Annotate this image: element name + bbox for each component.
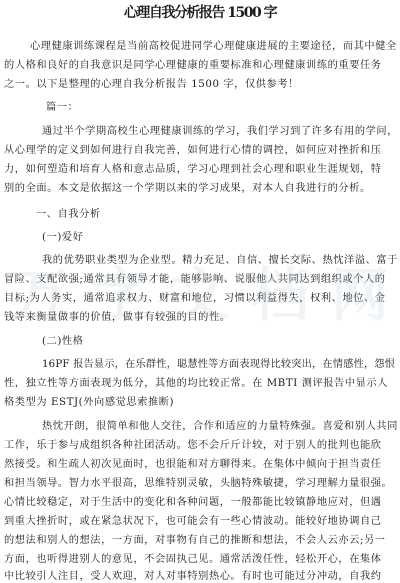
text-line: 16PF 报告显示，在乐群性，聪慧性等方面表现得比较突出，在情感性，怨恨 [42, 359, 396, 370]
section-heading: 一、自我分析 [36, 209, 101, 220]
watermark-char: 万 [10, 261, 69, 329]
text-line: 目标;为人务实，通常追求权力、财富和地位，习惯以利益得失，权利、地位、金 [4, 293, 386, 304]
text-line: 到重大挫折时，或在紧急状况下，也可能会有一些心情波动。能较好地协调自己 [4, 516, 382, 527]
page-title: 心理自我分析报告 1500 字 [123, 5, 277, 21]
text-line: 心情比较稳定，对于生活中的变化和各种问题，一般都能比较镇静地应对，但遇 [4, 497, 382, 508]
text-line: 力，如何塑造和培育人格和意志品质，学习心理到社会心理和职业生涯规划，特 [4, 164, 382, 175]
text-line: 冒险、支配欲强;通常具有领导才能，能够影响、说服他人共同达到组织或个人的 [4, 274, 386, 285]
text-line: 方面，也听得进别人的意见，不会固执己见。通常活泼任性，轻松开心，在集体 [4, 554, 382, 565]
text-line: 的想法和别人的想法，一方面，对事物有自己的推断和想法，不会人云亦云;另一 [4, 535, 386, 546]
text-line: 之一。以下是整理的心理自我分析报告 1500 字，仅供参考！ [4, 79, 299, 90]
text-line: 然接受。和生疏人初次见面时，也很能和对方聊得来。在集体中倾向于担当责任 [4, 459, 382, 470]
text-line: 钱等来衡量做事的价值，做事有较强的目的性。 [4, 312, 231, 323]
watermark-char: 档 [250, 261, 309, 329]
text-line: 心理健康训练课程是当前高校促进同学心理健康进展的主要途径，而其中健全 [30, 41, 397, 52]
text-line: 工作，乐于参与成组织各种社团活动。您不会斤斤计较，对于别人的批判也能欣 [4, 440, 382, 451]
text-line: 性，独立性等方面表现为低分，其他的均比较正常。在 MBTI 测评报告中显示人 [4, 378, 389, 389]
watermark-char: 字 [90, 261, 149, 329]
text-line: 和担当领导。智力水平很高，思维特别灵敏，头脑特殊敏捷，学习理解力量很强。 [4, 478, 393, 489]
text-line: 的人格和良好的自我意识是同学心理健康的重要标准和心理健康训练的重要任务 [4, 60, 382, 71]
watermark-char: 网 [330, 261, 389, 329]
text-line: 格类型为 ESTJ(外向感觉思索推断) [4, 397, 175, 408]
text-line: 通过半个学期高校生心理健康训练的学习，我们学习到了许多有用的学问， [42, 126, 398, 137]
text-line: 中比较引人注目，受人欢迎，对人对事特别热心。有时也可能过分冲动，自我约 [4, 571, 382, 582]
text-line: 热忱开朗，很简单和他人交往，合作和适应的力量特殊强。喜爱和别人共同 [42, 421, 398, 432]
watermark-char: 文 [170, 261, 229, 329]
text-line: 从心理学的定义到如何进行自我完善，如何进行心情的调控，如何应对挫折和压 [4, 145, 382, 156]
subsection-heading: (二)性格 [42, 336, 84, 347]
subsection-heading: (一)爱好 [42, 232, 84, 243]
text-line: 别的全面。本文是依据这一个学期以来的学习成果，对本人自我进行的分析。 [4, 183, 371, 194]
text-line: 我的优势职业类型为企业型。精力充足、自信、擅长交际、热忱洋溢、富于 [42, 255, 398, 266]
section-heading: 篇一： [46, 102, 79, 113]
